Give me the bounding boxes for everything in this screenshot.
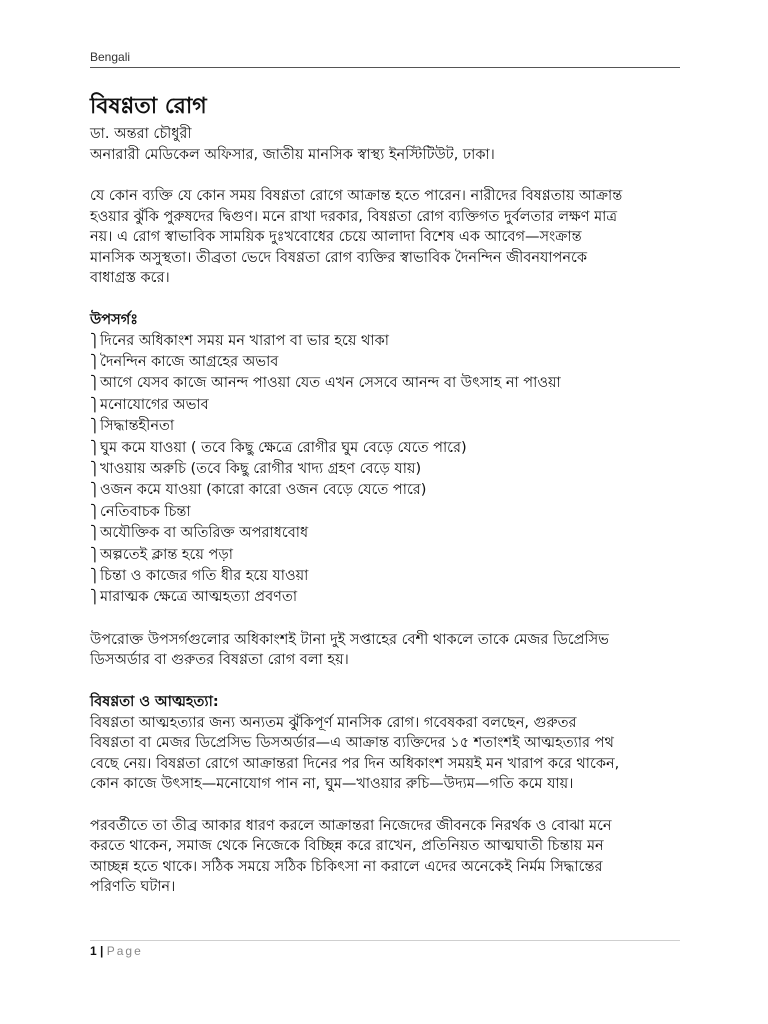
intro-line: হওয়ার ঝুঁকি পুরুষদের দ্বিগুণ। মনে রাখা দরকার, বিষণ্ণতা রোগ ব্যক্তিগত দুর্বলতার লক্ষণ মাত্র: [90, 208, 618, 225]
page-number: 1: [90, 944, 97, 958]
summary-line: উপরোক্ত উপসর্গগুলোর অধিকাংশই টানা দুই সপ্তাহের বেশী থাকলে তাকে মেজর ডিপ্রেসিভ: [90, 631, 609, 648]
bullet-icon: ⎫: [90, 440, 100, 456]
paragraph-line: পরবর্তীতে তা তীব্র আকার ধারণ করলে আক্রান্তরা নিজেদের জীবনকে নিরর্থক ও বোঝা মনে: [90, 817, 612, 834]
bullet-icon: ⎫: [90, 526, 100, 542]
list-item: ⎫খাওয়ায় অরুচি (তবে কিছু রোগীর খাদ্য গ্রহণ বেড়ে যায়): [90, 459, 680, 480]
list-item: ⎫আগে যেসব কাজে আনন্দ পাওয়া যেত এখন সেসবে আনন্দ বা উৎসাহ না পাওয়া: [90, 373, 680, 394]
paragraph-line: বিষণ্ণতা আত্মহত্যার জন্য অন্যতম ঝুঁকিপূর্ণ মানসিক রোগ। গবেষকরা বলছেন, গুরুতর: [90, 714, 577, 731]
paragraph-line: বিষণ্ণতা বা মেজর ডিপ্রেসিভ ডিসঅর্ডার—এ আক্রান্ত ব্যক্তিদের ১৫ শতাংশই আত্মহত্যার পথ: [90, 735, 614, 752]
bullet-icon: ⎫: [90, 461, 100, 477]
symptoms-heading: উপসর্গঃ: [90, 311, 138, 328]
document-page: [90, 0, 680, 1024]
author-name: ডা. অন্তরা চৌধুরী: [90, 126, 192, 142]
intro-line: যে কোন ব্যক্তি যে কোন সময় বিষণ্ণতা রোগে আক্রান্ত হতে পারেন। নারীদের বিষণ্ণতায় আক্রান্ত: [90, 188, 623, 204]
footer-separator: |: [100, 944, 104, 958]
suicide-heading: বিষণ্ণতা ও আত্মহত্যা:: [90, 693, 219, 710]
intro-line: বাধাগ্রস্ত করে।: [90, 270, 170, 286]
header-label: Bengali: [90, 50, 131, 64]
list-item: ⎫অযৌক্তিক বা অতিরিক্ত অপরাধবোধ: [90, 523, 680, 544]
author-affiliation: অনারারী মেডিকেল অফিসার, জাতীয় মানসিক স্বাস্থ্য ইনস্টিটিউট, ঢাকা।: [90, 146, 495, 163]
list-item: ⎫মনোযোগের অভাব: [90, 395, 680, 416]
bullet-icon: ⎫: [90, 354, 100, 370]
list-item: ⎫দিনের অধিকাংশ সময় মন খারাপ বা ভার হয়ে থাকা: [90, 331, 680, 352]
suicide-paragraph-1: [90, 713, 680, 795]
list-item: ⎫মারাত্মক ক্ষেত্রে আত্মহত্যা প্রবণতা: [90, 587, 680, 608]
intro-line: মানসিক অসুস্থতা। তীব্রতা ভেদে বিষণ্ণতা রোগ ব্যক্তির স্বাভাবিক দৈনন্দিন জীবনযাপনকে: [90, 249, 587, 266]
bullet-icon: ⎫: [90, 504, 100, 520]
intro-line: নয়। এ রোগ স্বাভাবিক সাময়িক দুঃখবোধের চেয়ে আলাদা বিশেষ এক আবেগ—সংক্রান্ত: [90, 229, 582, 245]
list-item: ⎫সিদ্ধান্তহীনতা: [90, 416, 680, 437]
summary-paragraph: [90, 630, 680, 671]
suicide-paragraph-2: [90, 816, 680, 898]
bullet-icon: ⎫: [90, 590, 100, 606]
page-word: Page: [106, 944, 143, 958]
article-body: [90, 92, 680, 898]
list-item: ⎫দৈনন্দিন কাজে আগ্রহের অভাব: [90, 352, 680, 373]
bullet-icon: ⎫: [90, 419, 100, 435]
bullet-icon: ⎫: [90, 397, 100, 413]
symptoms-list: [90, 331, 680, 609]
list-item: ⎫অল্পতেই ক্লান্ত হয়ে পড়া: [90, 545, 680, 566]
intro-paragraph: [90, 186, 680, 289]
bullet-icon: ⎫: [90, 568, 100, 584]
article-title: বিষণ্ণতা রোগ: [90, 94, 207, 119]
paragraph-line: বেছে নেয়। বিষণ্ণতা রোগে আক্রান্তরা দিনের পর দিন অধিকাংশ সময়ই মন খারাপ করে থাকেন,: [90, 755, 620, 772]
bullet-icon: ⎫: [90, 547, 100, 563]
bullet-icon: ⎫: [90, 333, 100, 349]
header-divider: [90, 67, 680, 68]
paragraph-line: কোন কাজে উৎসাহ—মনোযোগ পান না, ঘুম—খাওয়ার রুচি—উদ্যম—গতি কমে যায়।: [90, 776, 574, 793]
list-item: ⎫চিন্তা ও কাজের গতি ধীর হয়ে যাওয়া: [90, 566, 680, 587]
paragraph-line: করতে থাকেন, সমাজ থেকে নিজেকে বিচ্ছিন্ন করে রাখেন, প্রতিনিয়ত আত্মঘাতী চিন্তায় মন: [90, 838, 604, 855]
footer-divider: [90, 940, 680, 941]
list-item: ⎫ঘুম কমে যাওয়া ( তবে কিছু ক্ষেত্রে রোগীর ঘুম বেড়ে যেতে পারে): [90, 438, 680, 459]
paragraph-line: আচ্ছন্ন হতে থাকে। সঠিক সময়ে সঠিক চিকিৎসা না করালে এদের অনেকেই নির্মম সিদ্ধান্তের: [90, 858, 603, 875]
bullet-icon: ⎫: [90, 376, 100, 392]
list-item: ⎫ওজন কমে যাওয়া (কারো কারো ওজন বেড়ে যেতে পারে): [90, 480, 680, 501]
bullet-icon: ⎫: [90, 483, 100, 499]
paragraph-line: পরিণতি ঘটান।: [90, 879, 176, 896]
page-footer: [90, 944, 143, 958]
list-item: ⎫নেতিবাচক চিন্তা: [90, 502, 680, 523]
summary-line: ডিসঅর্ডার বা গুরুতর বিষণ্ণতা রোগ বলা হয়।: [90, 652, 349, 669]
